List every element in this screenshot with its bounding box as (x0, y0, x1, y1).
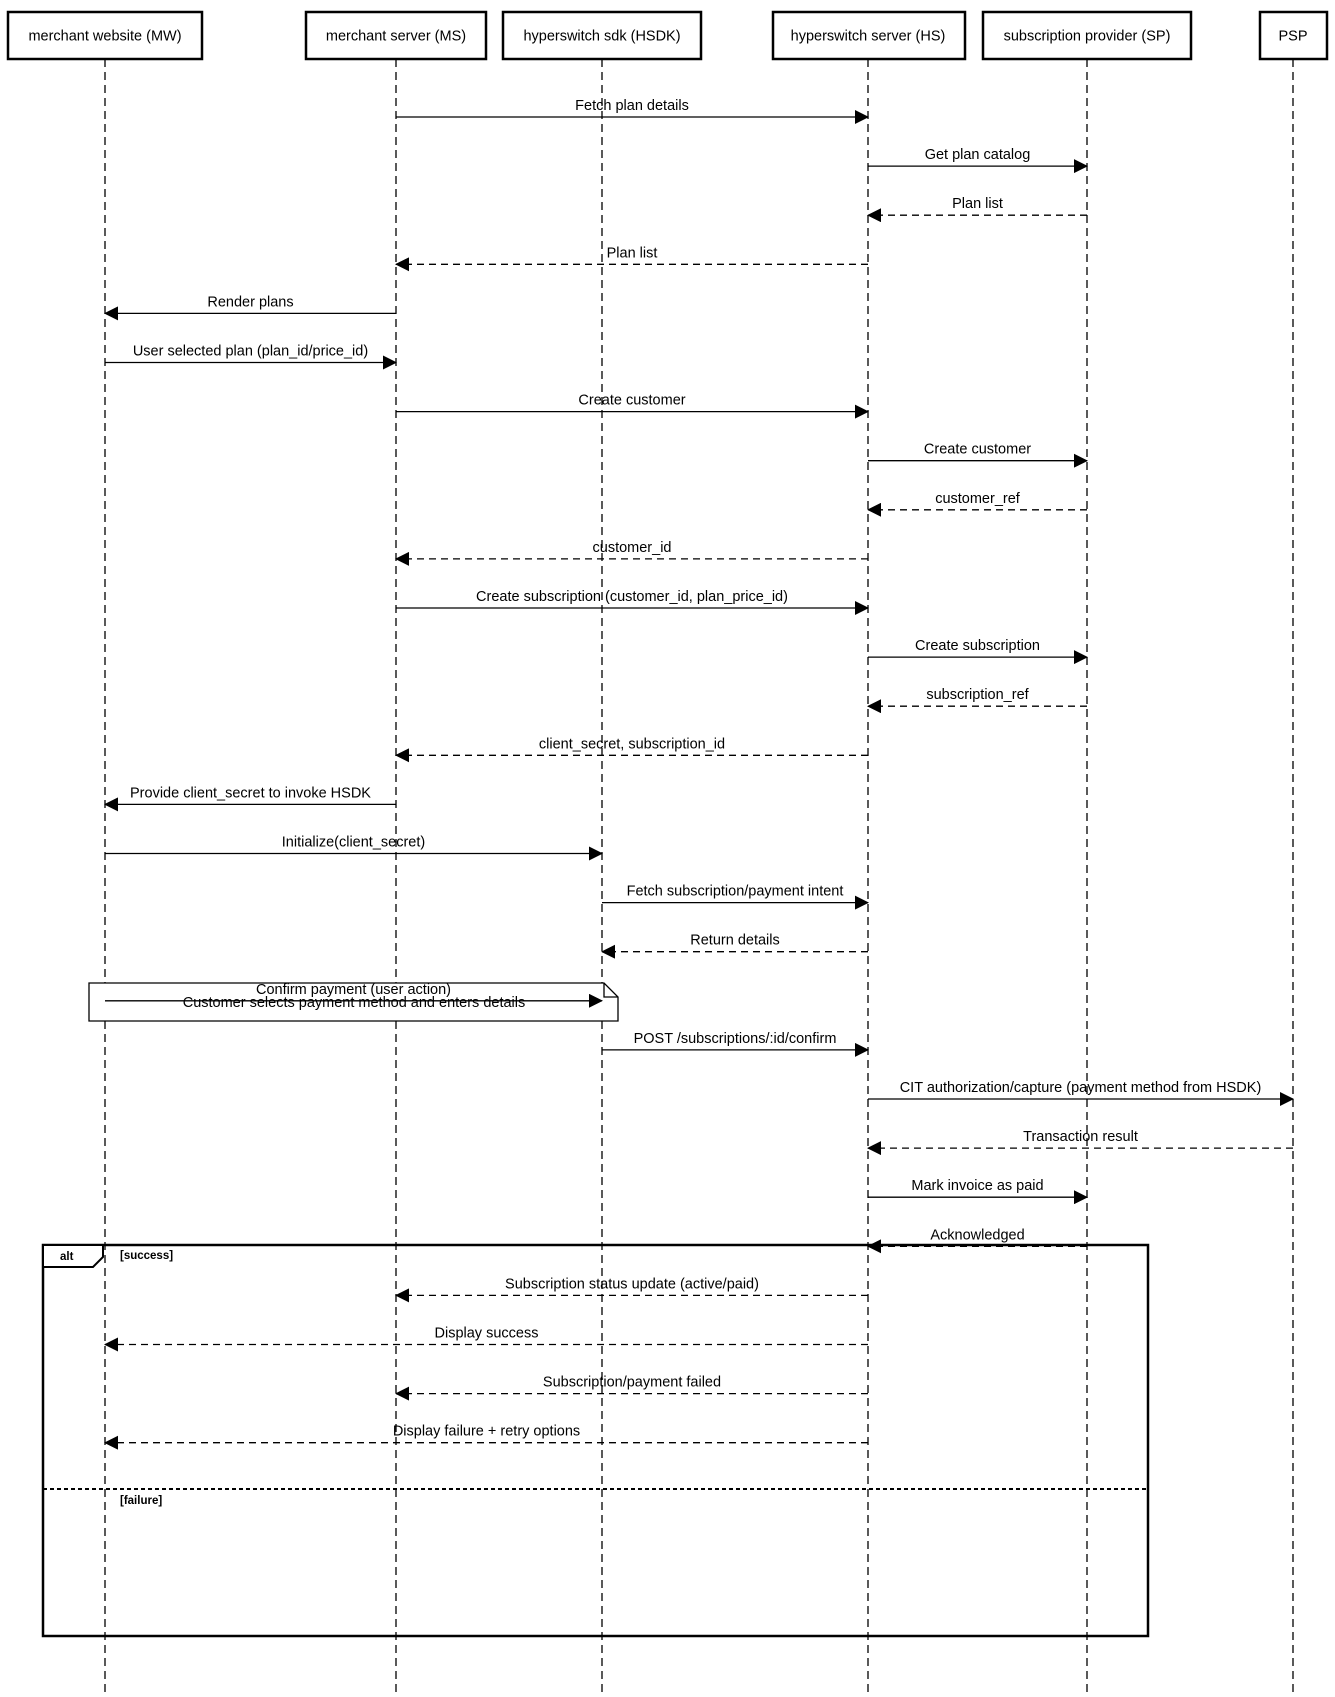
message-16 (105, 835, 602, 854)
alt-guard-success: [success] (120, 1250, 174, 1262)
participant-label: PSP (1278, 28, 1308, 45)
message-label: Confirm payment (user action) (255, 981, 452, 998)
message-17 (602, 884, 868, 903)
message-label: CIT authorization/capture (payment method from HSDK) (899, 1080, 1262, 1096)
message-8 (868, 442, 1087, 461)
message-label: Initialize(client_secret) (281, 834, 426, 851)
message-1 (396, 98, 868, 117)
participant-ms (306, 12, 486, 59)
message-label: User selected plan (plan_id/price_id) (132, 343, 369, 360)
message-20 (602, 1031, 868, 1050)
message-14 (396, 736, 868, 755)
message-label: Mark invoice as paid (911, 1178, 1044, 1195)
message-23 (868, 1178, 1087, 1197)
alt-guard-failure: [failure] (120, 1495, 163, 1507)
message-label: Provide client_secret to invoke HSDK (130, 785, 371, 802)
message-label: Display success (434, 1325, 539, 1342)
participant-hs (773, 12, 965, 59)
participant-mw (8, 12, 202, 59)
message-27 (396, 1375, 868, 1394)
participant-sp (983, 12, 1191, 59)
message-label: Fetch subscription/payment intent (626, 883, 844, 900)
participant-label: merchant website (MW) (28, 28, 182, 45)
message-6 (105, 344, 396, 363)
message-label: Subscription/payment failed (542, 1374, 722, 1391)
message-label: Plan list (952, 196, 1003, 213)
participant-label: merchant server (MS) (325, 28, 467, 45)
alt-frame (43, 1245, 1148, 1636)
message-12 (868, 638, 1087, 657)
message-26 (105, 1326, 868, 1345)
message-label: Subscription status update (active/paid) (505, 1276, 759, 1293)
participant-label: hyperswitch server (HS) (790, 28, 946, 45)
message-label: client_secret, subscription_id (538, 736, 726, 753)
alt-fragment (43, 1245, 1148, 1636)
message-label: customer_id (592, 539, 672, 556)
message-5 (105, 294, 396, 313)
message-21 (868, 1080, 1293, 1099)
participant-label: subscription provider (SP) (1003, 28, 1171, 45)
message-10 (396, 540, 868, 559)
message-28 (105, 1424, 868, 1443)
alt-keyword: alt (60, 1251, 74, 1263)
message-label: Plan list (606, 245, 658, 262)
message-7 (396, 393, 868, 412)
note-text: Customer selects payment method and enters details (182, 995, 526, 1011)
participant-psp (1260, 12, 1327, 59)
message-label: Acknowledged (930, 1227, 1025, 1244)
participant-hsdk (503, 12, 701, 59)
message-label: Get plan catalog (924, 147, 1031, 164)
message-25 (396, 1276, 868, 1295)
message-label: Display failure + retry options (392, 1423, 581, 1440)
message-2 (868, 147, 1087, 166)
message-22 (868, 1129, 1293, 1148)
message-3 (868, 196, 1087, 215)
message-label: Create customer (578, 392, 686, 409)
message-label: subscription_ref (926, 687, 1029, 704)
message-label: Fetch plan details (575, 98, 689, 114)
message-13 (868, 687, 1087, 706)
message-4 (396, 245, 868, 264)
message-24 (868, 1227, 1087, 1246)
message-label: POST /subscriptions/:id/confirm (633, 1030, 837, 1047)
message-label: Create customer (923, 441, 1032, 458)
message-label: Return details (690, 932, 780, 949)
message-label: Render plans (207, 294, 294, 311)
message-11 (396, 589, 868, 608)
participant-label: hyperswitch sdk (HSDK) (523, 28, 681, 45)
message-9 (868, 491, 1087, 510)
message-15 (105, 785, 396, 804)
message-label: Transaction result (1023, 1129, 1138, 1146)
message-18 (602, 933, 868, 952)
message-label: customer_ref (935, 490, 1020, 507)
message-label: Create subscription (915, 638, 1040, 655)
message-label: Create subscription (customer_id, plan_price_id) (476, 589, 788, 605)
